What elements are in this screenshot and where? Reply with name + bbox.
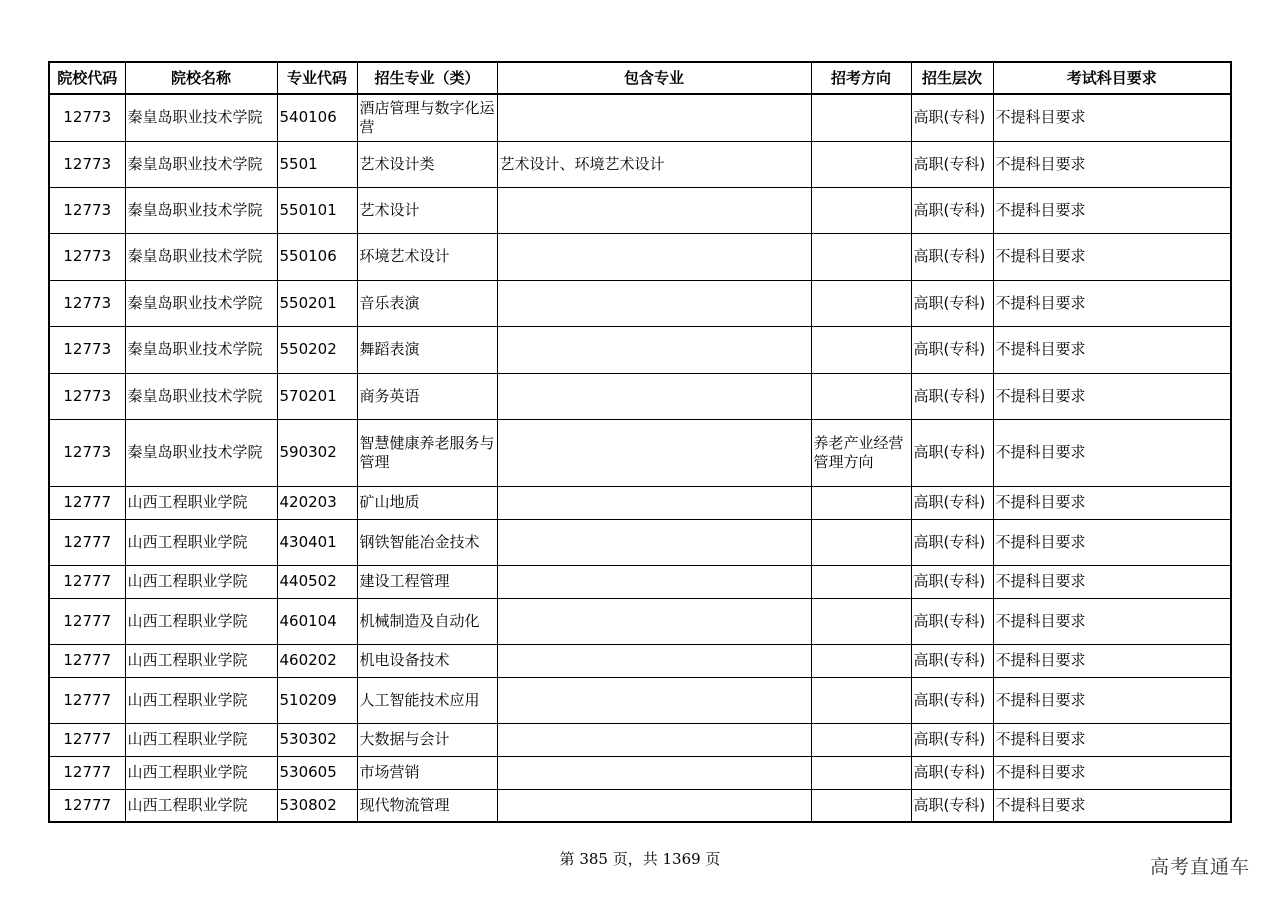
cell-major-code: 430401 <box>277 519 357 565</box>
cell-includes <box>497 677 811 723</box>
cell-school-name: 秦皇岛职业技术学院 <box>125 187 277 233</box>
cell-school-name: 秦皇岛职业技术学院 <box>125 233 277 280</box>
table-row <box>49 677 1231 723</box>
cell-includes <box>497 789 811 822</box>
cell-major-code: 530302 <box>277 723 357 756</box>
cell-school-code: 12777 <box>49 519 125 565</box>
cell-school-code: 12773 <box>49 373 125 419</box>
cell-major-code: 550202 <box>277 326 357 373</box>
table-row <box>49 326 1231 373</box>
cell-level: 高职(专科) <box>911 373 993 419</box>
table-body <box>49 94 1231 822</box>
cell-requirement: 不提科目要求 <box>993 187 1231 233</box>
cell-requirement: 不提科目要求 <box>993 373 1231 419</box>
cell-major: 商务英语 <box>357 373 497 419</box>
cell-direction <box>811 280 911 326</box>
cell-major-code: 550101 <box>277 187 357 233</box>
cell-includes: 艺术设计、环境艺术设计 <box>497 141 811 187</box>
cell-requirement: 不提科目要求 <box>993 326 1231 373</box>
cell-includes <box>497 486 811 519</box>
table-row <box>49 723 1231 756</box>
cell-requirement: 不提科目要求 <box>993 280 1231 326</box>
cell-school-code: 12773 <box>49 419 125 486</box>
cell-direction <box>811 233 911 280</box>
table-row <box>49 141 1231 187</box>
cell-includes <box>497 723 811 756</box>
table-row <box>49 280 1231 326</box>
cell-requirement: 不提科目要求 <box>993 677 1231 723</box>
cell-major: 矿山地质 <box>357 486 497 519</box>
cell-school-code: 12777 <box>49 598 125 644</box>
cell-major: 现代物流管理 <box>357 789 497 822</box>
cell-major: 环境艺术设计 <box>357 233 497 280</box>
cell-school-name: 秦皇岛职业技术学院 <box>125 141 277 187</box>
cell-direction <box>811 644 911 677</box>
table-row <box>49 644 1231 677</box>
cell-major-code: 550201 <box>277 280 357 326</box>
table-row <box>49 419 1231 486</box>
cell-school-name: 山西工程职业学院 <box>125 486 277 519</box>
cell-major-code: 540106 <box>277 94 357 141</box>
cell-level: 高职(专科) <box>911 723 993 756</box>
cell-includes <box>497 519 811 565</box>
cell-major-code: 530605 <box>277 756 357 789</box>
cell-level: 高职(专科) <box>911 233 993 280</box>
cell-major: 人工智能技术应用 <box>357 677 497 723</box>
cell-includes <box>497 598 811 644</box>
cell-level: 高职(专科) <box>911 519 993 565</box>
cell-direction <box>811 326 911 373</box>
cell-school-name: 秦皇岛职业技术学院 <box>125 94 277 141</box>
header-level: 招生层次 <box>911 62 993 94</box>
cell-level: 高职(专科) <box>911 280 993 326</box>
table-row <box>49 565 1231 598</box>
cell-major-code: 460202 <box>277 644 357 677</box>
header-includes: 包含专业 <box>497 62 811 94</box>
cell-level: 高职(专科) <box>911 94 993 141</box>
cell-school-name: 山西工程职业学院 <box>125 519 277 565</box>
cell-includes <box>497 233 811 280</box>
cell-school-name: 山西工程职业学院 <box>125 644 277 677</box>
cell-school-code: 12777 <box>49 789 125 822</box>
cell-school-name: 山西工程职业学院 <box>125 677 277 723</box>
cell-school-code: 12777 <box>49 565 125 598</box>
cell-requirement: 不提科目要求 <box>993 94 1231 141</box>
header-requirement: 考试科目要求 <box>993 62 1231 94</box>
cell-major: 机械制造及自动化 <box>357 598 497 644</box>
cell-major-code: 510209 <box>277 677 357 723</box>
cell-school-name: 山西工程职业学院 <box>125 598 277 644</box>
cell-requirement: 不提科目要求 <box>993 723 1231 756</box>
cell-level: 高职(专科) <box>911 565 993 598</box>
cell-level: 高职(专科) <box>911 677 993 723</box>
cell-requirement: 不提科目要求 <box>993 565 1231 598</box>
cell-direction <box>811 789 911 822</box>
cell-includes <box>497 373 811 419</box>
cell-major-code: 460104 <box>277 598 357 644</box>
cell-includes <box>497 187 811 233</box>
cell-direction <box>811 565 911 598</box>
watermark-logo: 高考直通车 <box>1149 856 1250 878</box>
table-row <box>49 187 1231 233</box>
table-row <box>49 94 1231 141</box>
cell-major: 大数据与会计 <box>357 723 497 756</box>
cell-direction <box>811 598 911 644</box>
cell-level: 高职(专科) <box>911 141 993 187</box>
cell-direction <box>811 723 911 756</box>
cell-direction <box>811 141 911 187</box>
cell-level: 高职(专科) <box>911 644 993 677</box>
cell-major-code: 550106 <box>277 233 357 280</box>
cell-direction <box>811 94 911 141</box>
page-number: 第 385 页，共 1369 页 <box>559 850 721 868</box>
cell-major: 智慧健康养老服务与管理 <box>357 419 497 486</box>
admission-table <box>48 61 1232 823</box>
table-row <box>49 233 1231 280</box>
cell-major: 建设工程管理 <box>357 565 497 598</box>
cell-school-name: 秦皇岛职业技术学院 <box>125 373 277 419</box>
cell-direction <box>811 756 911 789</box>
cell-level: 高职(专科) <box>911 756 993 789</box>
cell-direction <box>811 486 911 519</box>
cell-major-code: 590302 <box>277 419 357 486</box>
cell-includes <box>497 756 811 789</box>
cell-major: 机电设备技术 <box>357 644 497 677</box>
cell-level: 高职(专科) <box>911 486 993 519</box>
cell-direction <box>811 373 911 419</box>
cell-school-code: 12773 <box>49 141 125 187</box>
cell-major: 舞蹈表演 <box>357 326 497 373</box>
cell-level: 高职(专科) <box>911 598 993 644</box>
cell-major: 艺术设计类 <box>357 141 497 187</box>
cell-major-code: 530802 <box>277 789 357 822</box>
cell-includes <box>497 644 811 677</box>
cell-school-name: 秦皇岛职业技术学院 <box>125 419 277 486</box>
cell-school-name: 山西工程职业学院 <box>125 789 277 822</box>
table-header-row <box>49 62 1231 94</box>
cell-school-code: 12777 <box>49 756 125 789</box>
cell-major-code: 5501 <box>277 141 357 187</box>
header-major-code: 专业代码 <box>277 62 357 94</box>
cell-school-name: 山西工程职业学院 <box>125 723 277 756</box>
cell-school-code: 12773 <box>49 326 125 373</box>
cell-major: 市场营销 <box>357 756 497 789</box>
cell-includes <box>497 94 811 141</box>
cell-school-code: 12773 <box>49 94 125 141</box>
cell-includes <box>497 419 811 486</box>
cell-level: 高职(专科) <box>911 326 993 373</box>
cell-school-code: 12777 <box>49 723 125 756</box>
cell-major-code: 440502 <box>277 565 357 598</box>
cell-requirement: 不提科目要求 <box>993 233 1231 280</box>
cell-major: 艺术设计 <box>357 187 497 233</box>
cell-school-code: 12777 <box>49 644 125 677</box>
cell-includes <box>497 565 811 598</box>
cell-major-code: 420203 <box>277 486 357 519</box>
cell-includes <box>497 280 811 326</box>
cell-school-name: 山西工程职业学院 <box>125 756 277 789</box>
table-row <box>49 598 1231 644</box>
cell-requirement: 不提科目要求 <box>993 486 1231 519</box>
cell-school-name: 秦皇岛职业技术学院 <box>125 280 277 326</box>
table-row <box>49 789 1231 822</box>
cell-requirement: 不提科目要求 <box>993 644 1231 677</box>
header-direction: 招考方向 <box>811 62 911 94</box>
header-school-code: 院校代码 <box>49 62 125 94</box>
cell-requirement: 不提科目要求 <box>993 519 1231 565</box>
cell-direction: 养老产业经营管理方向 <box>811 419 911 486</box>
cell-school-code: 12777 <box>49 486 125 519</box>
cell-direction <box>811 519 911 565</box>
header-school-name: 院校名称 <box>125 62 277 94</box>
table-row <box>49 486 1231 519</box>
cell-level: 高职(专科) <box>911 187 993 233</box>
cell-school-code: 12773 <box>49 187 125 233</box>
table-row <box>49 373 1231 419</box>
cell-requirement: 不提科目要求 <box>993 141 1231 187</box>
cell-major: 钢铁智能冶金技术 <box>357 519 497 565</box>
cell-level: 高职(专科) <box>911 789 993 822</box>
cell-major: 音乐表演 <box>357 280 497 326</box>
cell-requirement: 不提科目要求 <box>993 598 1231 644</box>
cell-level: 高职(专科) <box>911 419 993 486</box>
cell-direction <box>811 677 911 723</box>
cell-includes <box>497 326 811 373</box>
cell-school-code: 12773 <box>49 280 125 326</box>
table-row <box>49 519 1231 565</box>
cell-school-code: 12777 <box>49 677 125 723</box>
cell-school-name: 山西工程职业学院 <box>125 565 277 598</box>
header-major: 招生专业（类） <box>357 62 497 94</box>
cell-major-code: 570201 <box>277 373 357 419</box>
table-row <box>49 756 1231 789</box>
cell-major: 酒店管理与数字化运营 <box>357 94 497 141</box>
cell-requirement: 不提科目要求 <box>993 756 1231 789</box>
cell-requirement: 不提科目要求 <box>993 789 1231 822</box>
cell-school-code: 12773 <box>49 233 125 280</box>
cell-requirement: 不提科目要求 <box>993 419 1231 486</box>
cell-direction <box>811 187 911 233</box>
cell-school-name: 秦皇岛职业技术学院 <box>125 326 277 373</box>
